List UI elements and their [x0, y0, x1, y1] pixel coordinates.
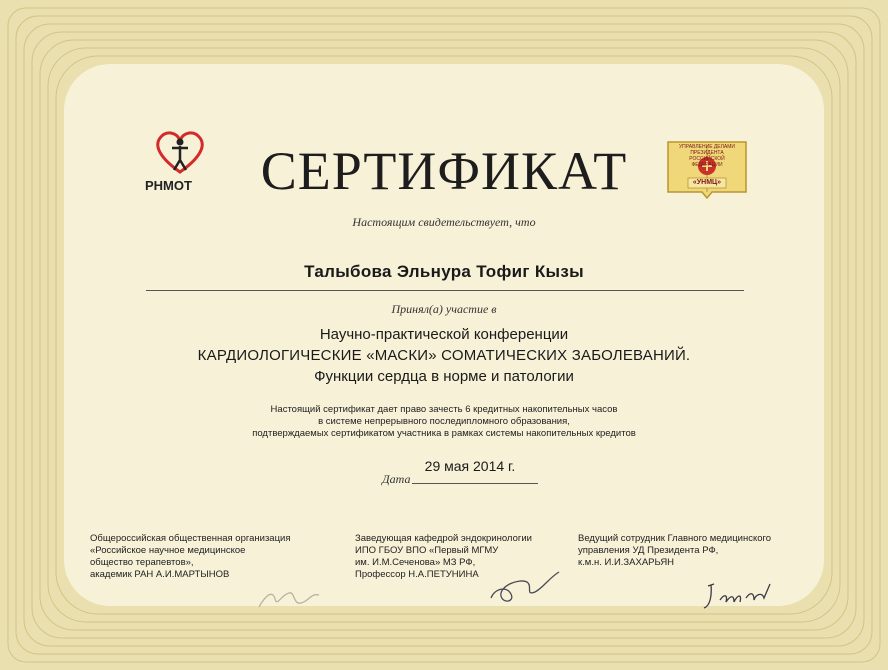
signature-3: [700, 578, 780, 614]
conference-line-2: КАРДИОЛОГИЧЕСКИЕ «МАСКИ» СОМАТИЧЕСКИХ ЗАБОЛЕВАНИЙ.: [197, 347, 691, 364]
recipient-name: Талыбова Эльнура Тофиг Кызы: [304, 262, 584, 281]
credits-line-1: Настоящий сертификат дает право зачесть 6 кредитных накопительных часов: [270, 404, 618, 415]
signatory-3-line: управления УД Президента РФ,: [578, 545, 719, 556]
emblem-badge: «УНМЦ»: [692, 179, 722, 186]
rnmot-label: РНМОТ: [145, 178, 192, 193]
emblem-text: УПРАВЛЕНИЕ ДЕЛАМИ ПРЕЗИДЕНТА РОССИЙСКОЙ ФЕДЕРАЦИИ: [678, 144, 736, 168]
conference-line-1: Научно-практической конференции: [319, 326, 569, 343]
signatory-1-line: общество терапевтов»,: [90, 557, 194, 568]
credits-line-3: подтверждаемых сертификатом участника в рамках системы накопительных кредитов: [252, 428, 636, 439]
certificate-title: СЕРТИФИКАТ: [260, 141, 628, 201]
signatory-2-line: Заведующая кафедрой эндокринологии: [355, 533, 532, 544]
date-underline: [412, 483, 538, 484]
signatory-2-line: ИПО ГБОУ ВПО «Первый МГМУ: [355, 545, 499, 556]
signatory-3: [578, 533, 808, 569]
signatory-1-line: «Российское научное медицинское: [90, 545, 246, 556]
credits-line-2: в системе непрерывного последипломного образования,: [318, 416, 570, 427]
participation-line: Принял(а) участие в: [391, 302, 497, 316]
date-value: 29 мая 2014 г.: [424, 458, 516, 474]
certify-line: Настоящим свидетельствует, что: [352, 215, 536, 229]
conference-line-3: Функции сердца в норме и патологии: [314, 368, 574, 385]
signatory-1: [90, 533, 320, 581]
signatory-1-line: Общероссийская общественная организация: [90, 533, 291, 544]
signatory-1-line: академик РАН А.И.МАРТЫНОВ: [90, 569, 230, 580]
signatory-2-line: Профессор Н.А.ПЕТУНИНА: [355, 569, 479, 580]
signature-2: [485, 568, 565, 608]
signature-1: [255, 585, 325, 615]
date-label: Дата: [382, 472, 411, 486]
signatory-3-line: Ведущий сотрудник Главного медицинского: [578, 533, 772, 544]
signatory-3-line: к.м.н. И.И.ЗАХАРЬЯН: [578, 557, 675, 568]
name-underline: [146, 290, 744, 291]
signatory-2-line: им. И.М.Сеченова» МЗ РФ,: [355, 557, 476, 568]
